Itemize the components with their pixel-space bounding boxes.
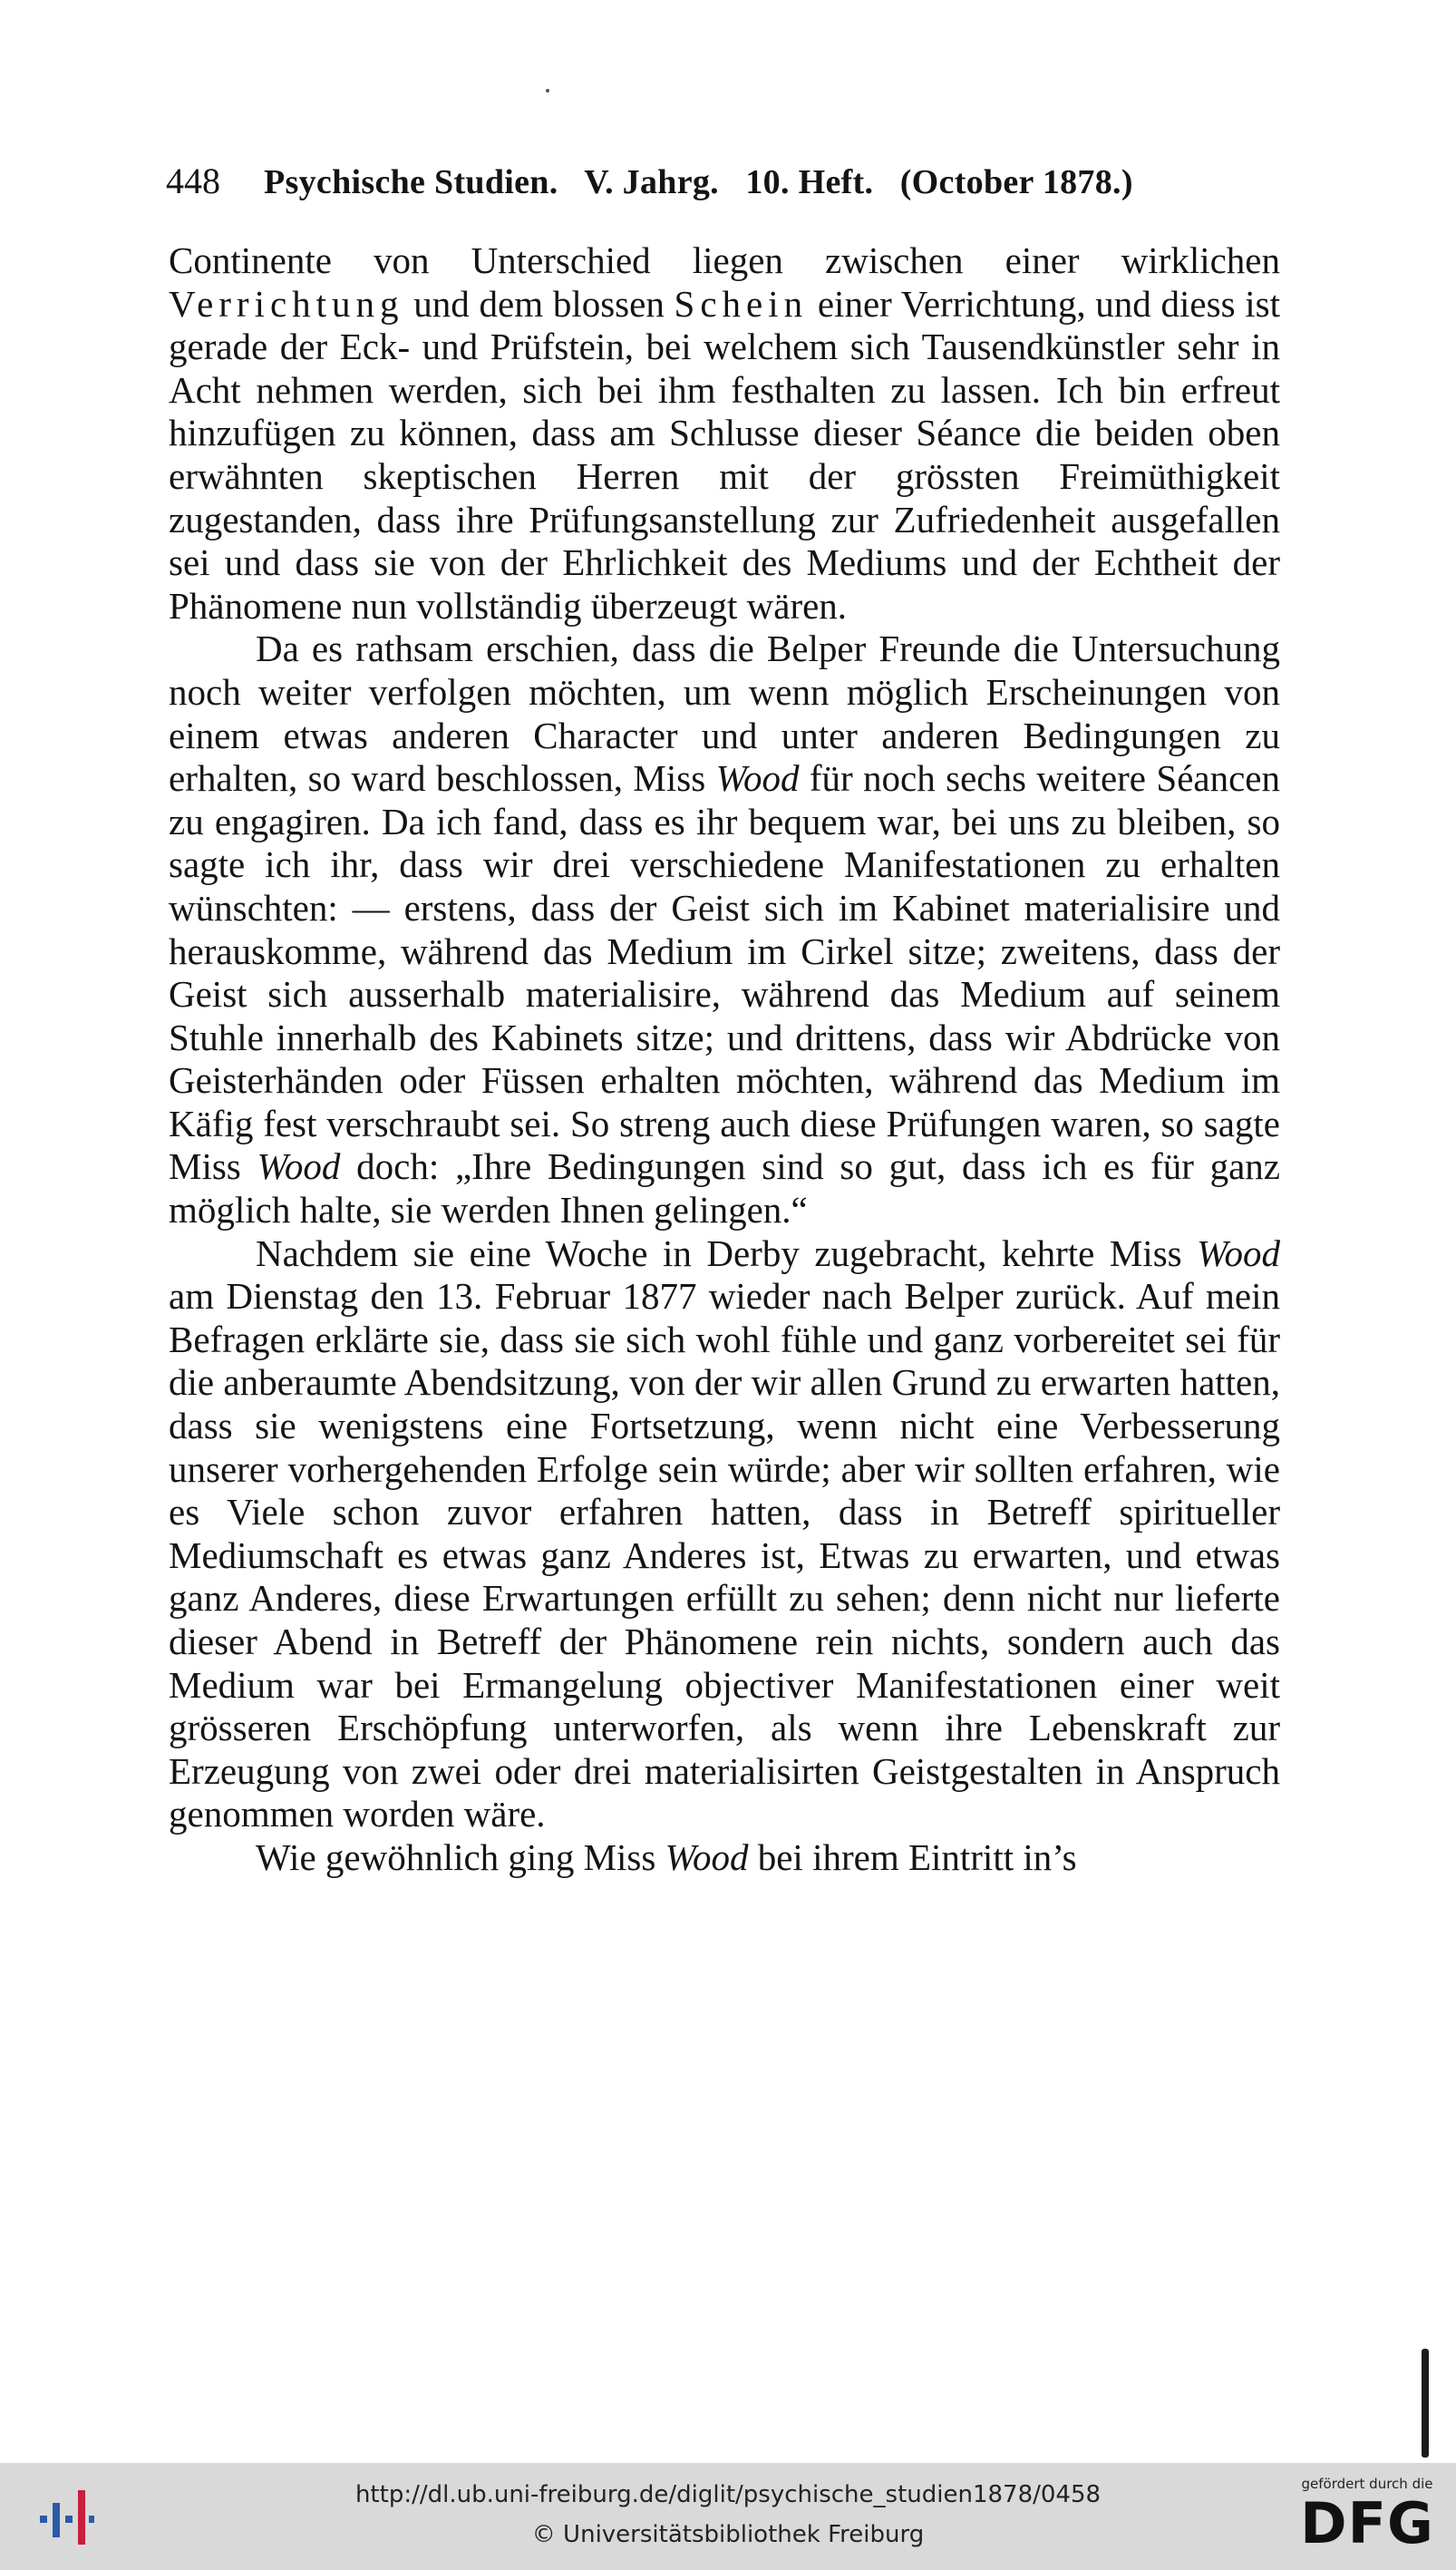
page-header xyxy=(166,156,1281,207)
paragraph-2-name-wood-2: Wood xyxy=(257,1145,341,1188)
scan-speck xyxy=(546,89,549,92)
page-number: 448 xyxy=(166,161,220,201)
paragraph-2 xyxy=(169,628,1280,1231)
paragraph-3-text-a: Nachdem sie eine Woche in Derby zugebracht, kehrte Miss xyxy=(256,1231,1198,1274)
page-body xyxy=(169,239,1280,2162)
paragraph-2-name-wood-1: Wood xyxy=(715,757,800,800)
footer-url-link[interactable]: http://dl.ub.uni-freiburg.de/diglit/psychische_studien1878/0458 xyxy=(354,2481,1102,2508)
paragraph-3-text-c: am Dienstag den 13. Februar 1877 wieder nach Belper zurück. Auf mein Befragen erklärte sie, dass sie sich wohl fühle und ganz vorbereitet sei für die anberaumte Abendsitzung, von der wir allen Grund zu erwarten hatten, dass sie wenigstens eine Fortsetzung, wenn nicht eine Verbesserung unserer vorhergehenden Erfolge sein würde; aber wir sollten erfahren, wie es Viele schon zuvor erfahren hatten, dass in Betreff spiritueller Mediumschaft es etwas ganz Anderes ist, Etwas zu erwarten, und etwas ganz Anderes, diese Erwartungen erfüllt zu sehen; denn nicht nur lieferte dieser Abend in Betreff der Phänomene rein nichts, sondern auch das Medium war bei Ermangelung objectiver Manifestationen einer weit grösseren Erschöpfung unterworfen, als wenn ihre Lebenskraft zur Erzeugung von zwei oder drei materialisirten Geistgestalten in Anspruch genommen worden wäre. xyxy=(169,1275,1280,1835)
footer-bar xyxy=(0,2463,1456,2570)
scan-edge-mark xyxy=(1422,2349,1429,2458)
running-title: Psychische Studien. V. Jahrg. 10. Heft. (October 1878.) xyxy=(264,163,1133,201)
sponsor-label: gefördert durch die xyxy=(1301,2476,1433,2492)
footer-copyright: © Universitätsbibliothek Freiburg xyxy=(531,2521,925,2548)
paragraph-1-text-c: und dem blossen xyxy=(403,282,675,325)
paragraph-4-name-wood: Wood xyxy=(665,1835,749,1878)
paragraph-3 xyxy=(169,1232,1280,1836)
paragraph-2-text-e: doch: „Ihre Bedingungen sind so gut, dass ich es für ganz möglich halte, sie werden Ihnen gelingen.“ xyxy=(169,1145,1280,1231)
paragraph-4-text-c: bei ihrem Eintritt in’s xyxy=(748,1835,1077,1878)
paragraph-1-text-e: einer Verrichtung, und diess ist gerade der Eck- und Prüfstein, bei welchem sich Tausendkünstler sehr in Acht nehmen werden, sich bei ihm festhalten zu lassen. Ich bin erfreut hinzufügen zu können, dass am Schlusse dieser Séance die beiden oben erwähnten skeptischen Herren mit der grössten Freimüthigkeit zugestanden, dass ihre Prüfungsanstellung zur Zufriedenheit ausgefallen sei und dass sie von der Ehrlichkeit des Mediums und der Echtheit der Phänomene nun vollständig überzeugt wären. xyxy=(169,282,1280,627)
paragraph-2-text-a: Da es rathsam erschien, dass die Belper Freunde die Untersuchung noch weiter verfolgen möchten, um wenn möglich Erscheinungen von einem etwas anderen Character und unter anderen Bedingungen zu erhalten, so ward beschlossen, Miss xyxy=(169,628,1280,800)
paragraph-3-name-wood: Wood xyxy=(1197,1231,1280,1274)
paragraph-1-spaced-schein: Schein xyxy=(674,282,809,325)
paragraph-1-text-a: Continente von Unterschied liegen zwischen einer wirklichen xyxy=(169,239,1280,281)
paragraph-4 xyxy=(169,1836,1280,1880)
paragraph-4-text-a: Wie gewöhnlich ging Miss xyxy=(256,1835,665,1878)
dfg-logo: DFG xyxy=(1300,2490,1434,2556)
paragraph-2-text-c: für noch sechs weitere Séancen zu engagiren. Da ich fand, dass es ihr bequem war, bei uns zu bleiben, so sagte ich ihr, dass wir drei verschiedene Manifestationen zu erhalten wünschten: — erstens, dass der Geist sich im Kabinet materialisire und herauskomme, während das Medium im Cirkel sitze; zweitens, dass der Geist sich ausserhalb materialisire, während das Medium auf seinem Stuhle innerhalb des Kabinets sitze; und drittens, dass wir Abdrücke von Geisterhänden oder Füssen erhalten möchten, während das Medium im Käfig fest verschraubt sei. So streng auch diese Prüfungen waren, so sagte Miss xyxy=(169,757,1280,1188)
sponsor-block xyxy=(1286,2474,1449,2565)
paragraph-1 xyxy=(169,239,1280,628)
paragraph-1-spaced-verrichtung: Verrichtung xyxy=(169,282,404,325)
